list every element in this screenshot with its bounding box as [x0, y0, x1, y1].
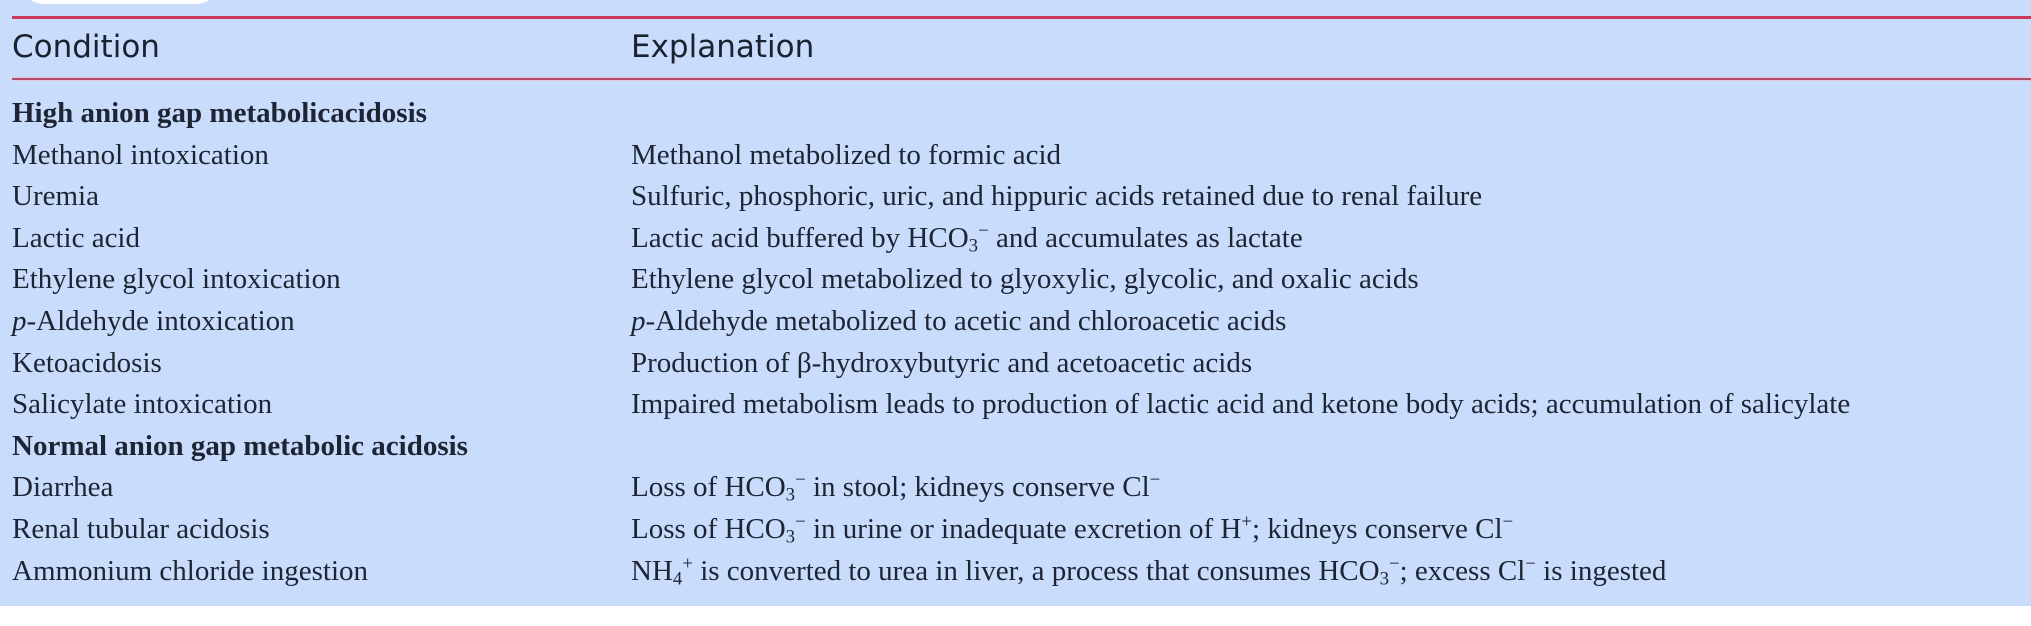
table-row	[0, 259, 2031, 301]
table-body	[0, 93, 2031, 592]
condition-cell: Salicylate intoxication	[12, 388, 273, 421]
condition-cell: Ketoacidosis	[12, 346, 162, 379]
explanation-cell: Sulfuric, phosphoric, uric, and hippuric acids retained due to renal failure	[631, 180, 1483, 213]
table-row	[0, 343, 2031, 385]
condition-cell: Ethylene glycol intoxication	[12, 263, 341, 296]
table-row	[0, 176, 2031, 218]
group-label: High anion gap metabolicacidosis	[12, 97, 427, 129]
explanation-cell: Methanol metabolized to formic acid	[631, 138, 1062, 171]
table-row-group	[0, 93, 2031, 135]
tab-shape	[20, 0, 220, 4]
table-row	[0, 509, 2031, 551]
explanation-cell: p-Aldehyde metabolized to acetic and chloroacetic acids	[631, 304, 1287, 337]
explanation-cell: Loss of $HCO_3^-$ in urine or inadequate excretion of H+; kidneys conserve Cl−	[631, 511, 1514, 548]
explanation-cell: Production of β-hydroxybutyric and acetoacetic acids	[631, 346, 1253, 379]
table-row-group	[0, 426, 2031, 468]
explanation-cell: Ethylene glycol metabolized to glyoxylic, glycolic, and oxalic acids	[631, 263, 1419, 296]
condition-cell: Diarrhea	[12, 471, 114, 504]
explanation-cell: Loss of $HCO_3^-$ in stool; kidneys conserve Cl−	[631, 469, 1161, 507]
condition-cell: Uremia	[12, 180, 99, 213]
explanation-cell: Lactic acid buffered by $HCO_3^-$ and accumulates as lactate	[631, 220, 1303, 257]
table-row	[0, 384, 2031, 426]
condition-cell: Lactic acid	[12, 221, 140, 254]
table-row	[0, 218, 2031, 260]
condition-cell: Methanol intoxication	[12, 138, 269, 171]
condition-cell: p-Aldehyde intoxication	[12, 304, 295, 337]
table-row	[0, 135, 2031, 177]
header-explanation: Explanation	[631, 29, 815, 65]
table-row	[0, 467, 2031, 509]
condition-cell: Ammonium chloride ingestion	[12, 554, 369, 587]
group-label: Normal anion gap metabolic acidosis	[12, 429, 468, 462]
explanation-cell: $NH_4^+$ is converted to urea in liver, a process that consumes $HCO_3^-$; excess Cl− is ingested	[631, 553, 1667, 590]
header-rule	[12, 78, 2031, 80]
table-row	[0, 551, 2031, 593]
explanation-cell: Impaired metabolism leads to production of lactic acid and ketone body acids; accumulation of salicylate	[631, 388, 1851, 421]
header-condition: Condition	[12, 29, 160, 65]
top-rule	[12, 16, 2031, 19]
condition-cell: Renal tubular acidosis	[12, 512, 270, 545]
table-row	[0, 301, 2031, 343]
